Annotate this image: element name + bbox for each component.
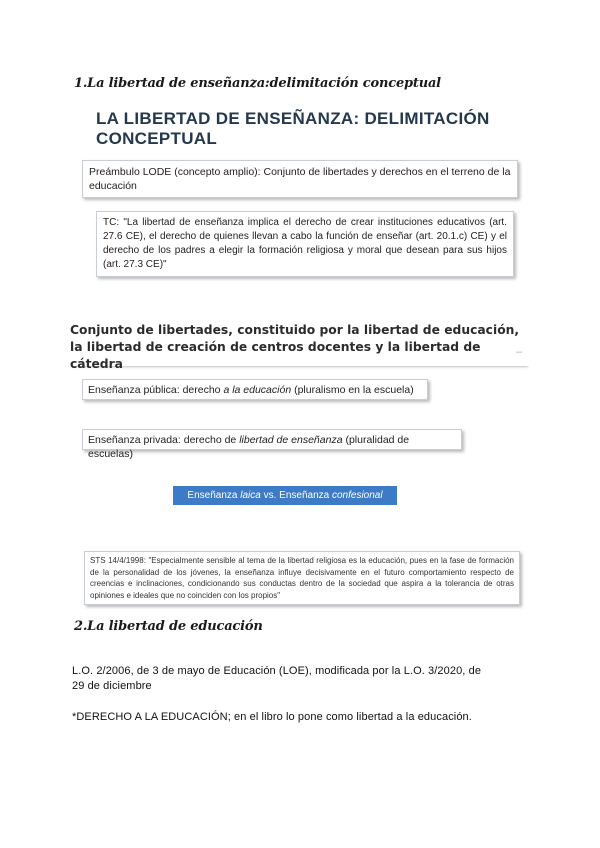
preamble-text: Preámbulo LODE (concepto amplio): Conjunto de libertades y derechos en el terreno de la educación bbox=[89, 166, 511, 192]
conjunto-block bbox=[70, 322, 530, 371]
sts-text: STS 14/4/1998: "Especialmente sensible al tema de la libertad religiosa es la educación, pues en la fase de formación de la personalidad de los jóvenes, la enseñanza influye decisivamente en el futuro comportamiento respecto de creencias e inclinaciones, condicionando sus conductas dentro de la sociedad que aspira a la tolerancia de otras opiniones e ideales que no coinciden con los propios" bbox=[90, 556, 514, 600]
section-1-heading: 1.La libertad de enseñanza:delimitación conceptual bbox=[74, 76, 441, 91]
laica-vs-confesional-banner bbox=[173, 486, 397, 505]
lo-line-1: L.O. 2/2006, de 3 de mayo de Educación (LOE), modificada por la L.O. 3/2020, de bbox=[72, 665, 482, 677]
slide-mark: ▪▪▪ bbox=[515, 350, 522, 356]
tc-quote-box bbox=[96, 211, 514, 277]
tc-quote-text: TC: "La libertad de enseñanza implica el derecho de crear instituciones educativos (art. 27.6 CE), el derecho de quienes llevan a cabo la función de enseñar (art. 20.1.c) CE) y el derecho de los padres a elegir la formación religiosa y moral que desean para sus hijos (art. 27.3 CE)" bbox=[103, 217, 507, 270]
preamble-box bbox=[82, 160, 518, 198]
slide-banner-title: LA LIBERTAD DE ENSEÑANZA: DELIMITACIÓN CONCEPTUAL bbox=[96, 109, 490, 148]
publica-text: Enseñanza pública: derecho a la educación (pluralismo en la escuela) bbox=[88, 384, 414, 396]
laica-text: Enseñanza laica vs. Enseñanza confesional bbox=[187, 490, 383, 501]
conjunto-title: Conjunto de libertades, constituido por la libertad de educación, la libertad de creación de centros docentes y la libertad de cátedra bbox=[70, 323, 520, 371]
derecho-note: *DERECHO A LA EDUCACIÓN; en el libro lo pone como libertad a la educación. bbox=[72, 711, 472, 723]
section-2-heading: 2.La libertad de educación bbox=[74, 619, 263, 634]
sts-box bbox=[84, 551, 520, 605]
lo-line-2: 29 de diciembre bbox=[72, 680, 152, 692]
privada-box bbox=[82, 429, 462, 460]
privada-text: Enseñanza privada: derecho de libertad de enseñanza (pluralidad de escuelas) bbox=[88, 434, 410, 460]
publica-box bbox=[82, 379, 428, 400]
